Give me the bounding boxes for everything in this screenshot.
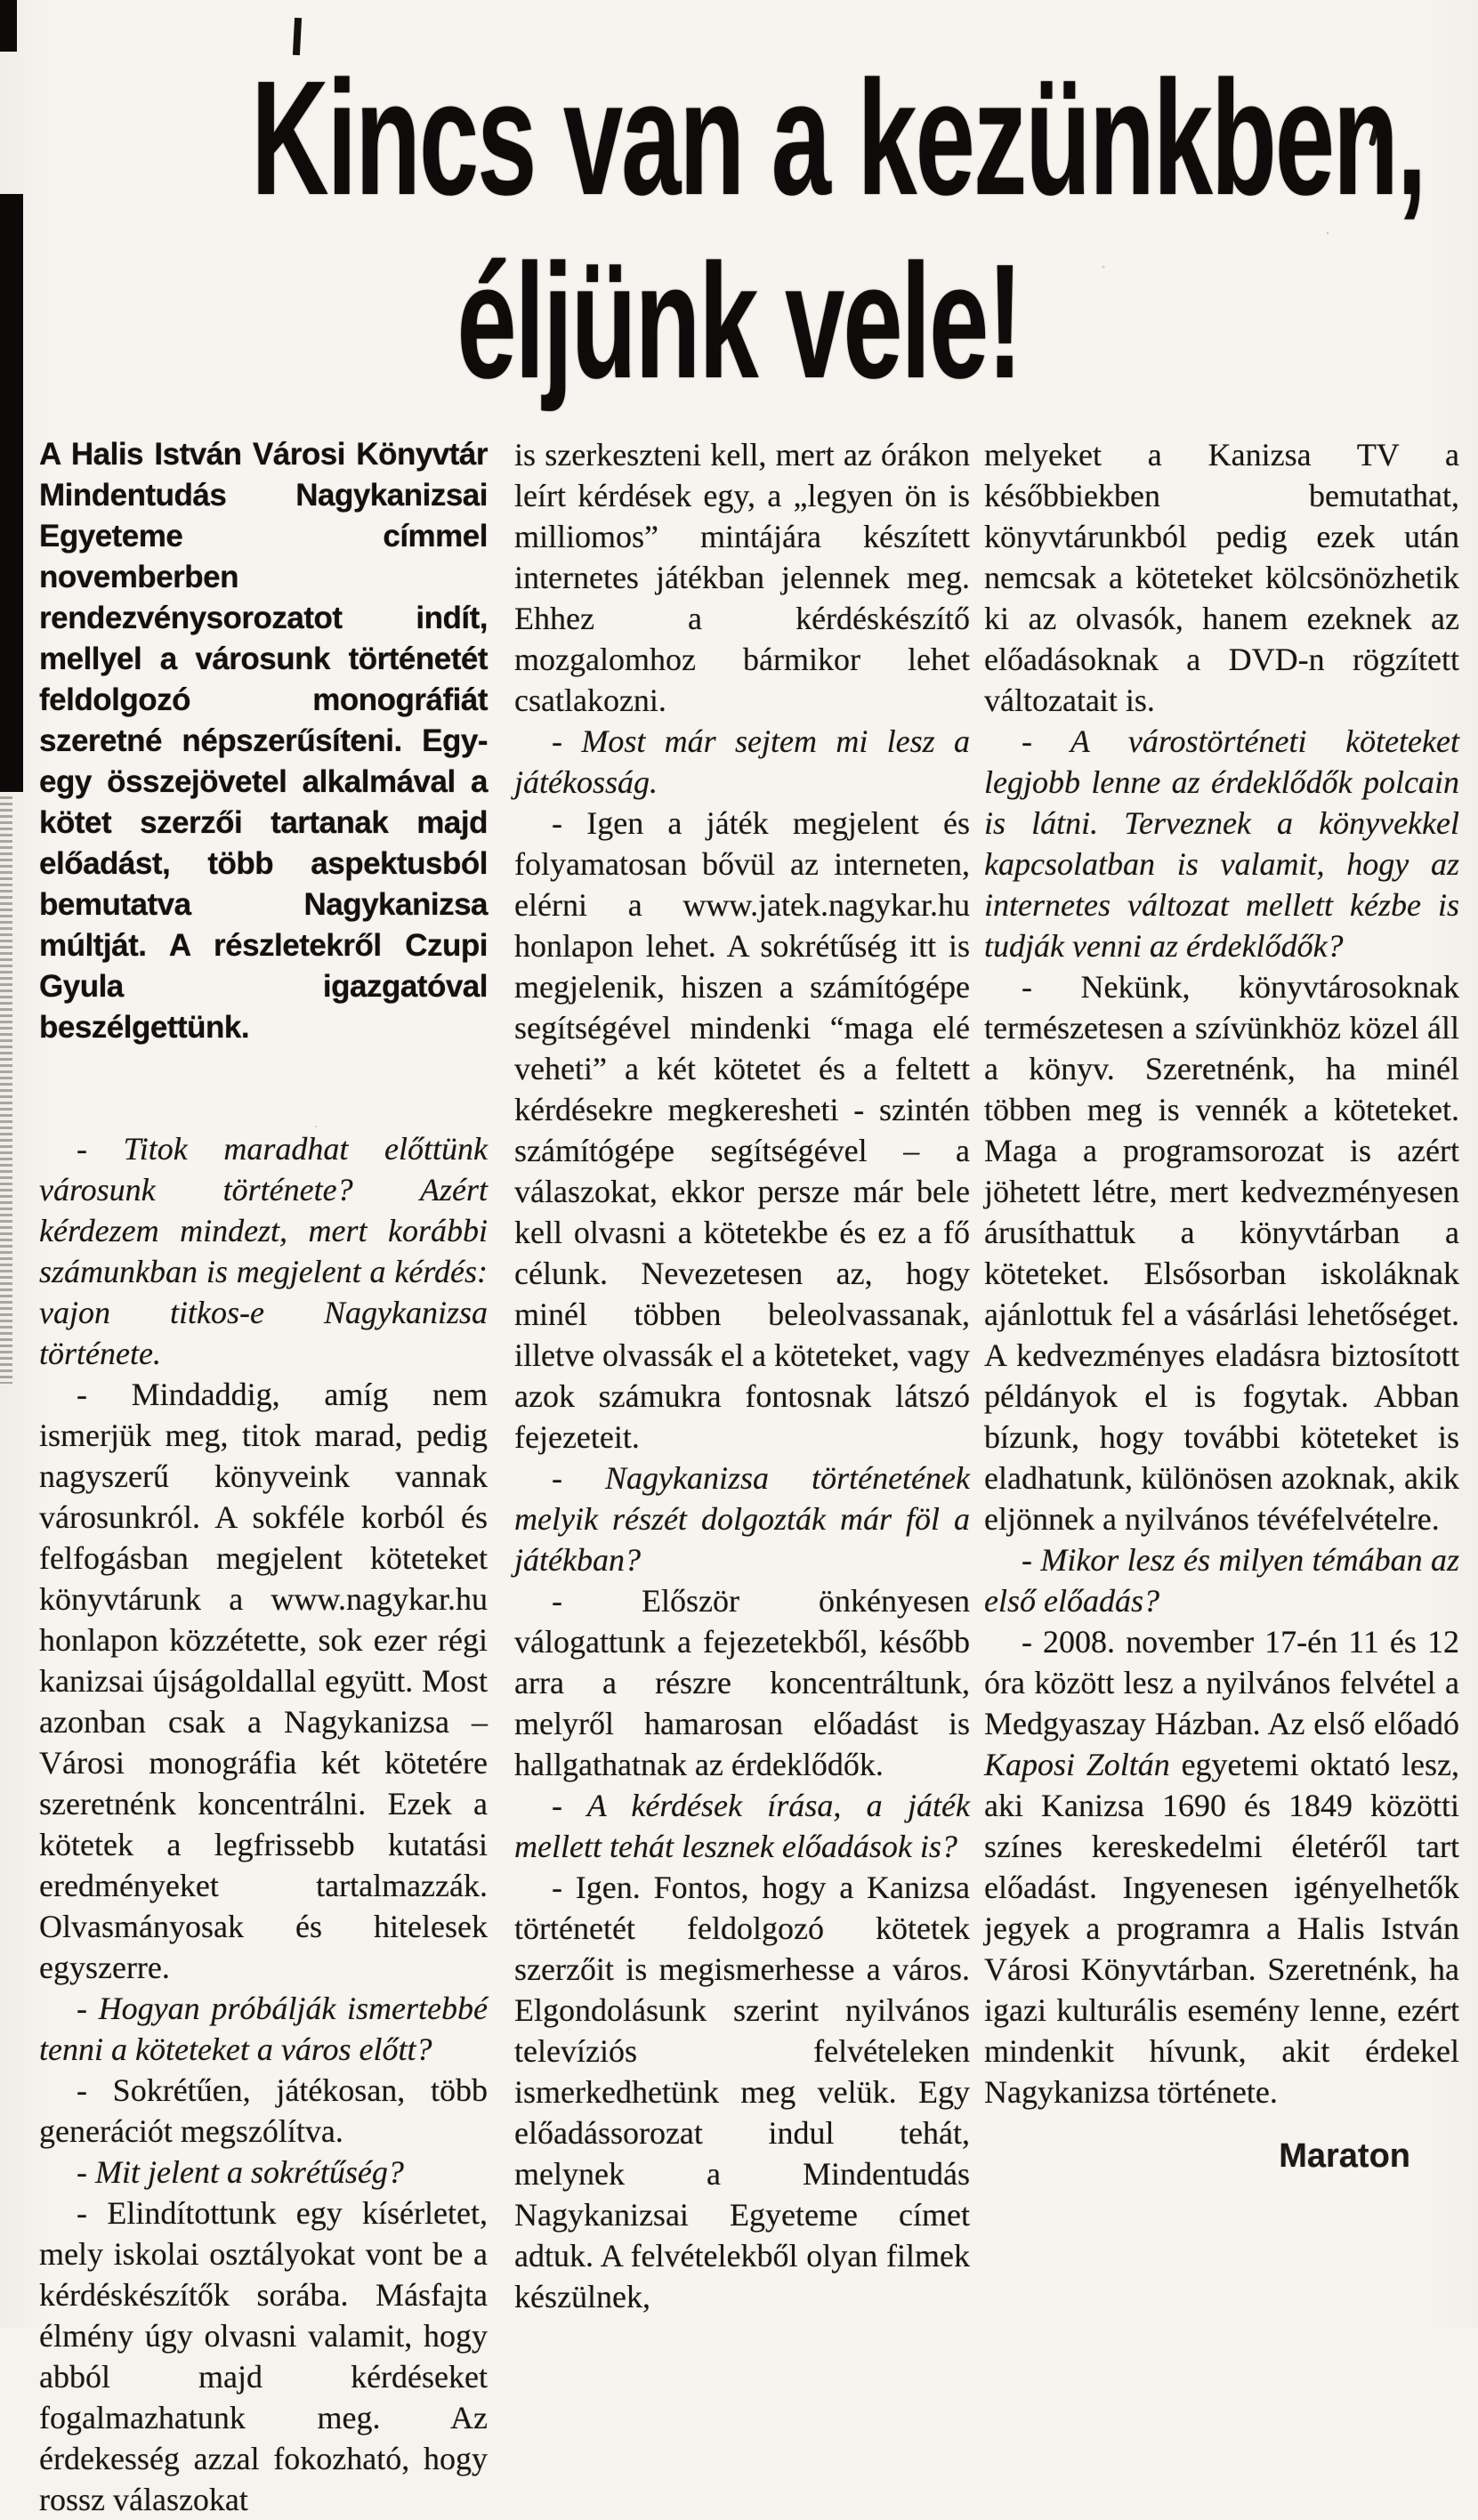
paragraph-question: - Nagykanizsa történetének melyik részét dolgozták már föl a játékban? <box>514 1460 970 1578</box>
article-column-3 <box>984 434 1459 2177</box>
speaker-name: Kaposi Zoltán <box>984 1747 1170 1782</box>
paragraph-question: - Mikor lesz és milyen témában az első előadás? <box>984 1542 1459 1619</box>
article-title <box>0 46 1478 413</box>
paragraph-question: - Mit jelent a sokrétűség? <box>77 2154 404 2190</box>
paragraph-question: - Most már sejtem mi lesz a játékosság. <box>514 723 970 800</box>
article-column-2 <box>514 434 970 2317</box>
paragraph-question: - A várostörténeti köteteket legjobb lenne az érdeklődők polcain is látni. Terveznek a könyvekkel kapcsolatban is valamit, hogy az internetes változat mellett kézbe is tudják venni az érdeklődők? <box>984 723 1459 964</box>
scan-artifact-corner <box>0 0 17 52</box>
signature: Maraton <box>1279 2137 1410 2175</box>
paragraph-lead: A Halis István Városi Könyvtár Mindentudás Nagykanizsai Egyeteme címmel novemberben rendezvénysorozatot indít, mellyel a városunk történetét feldolgozó monográfiát szeretné népszerűsíteni. Egy-egy összejövetel alkalmával a kötet szerzői tartanak majd előadást, több aspektusból bemutatva Nagykanizsa múltját. A részletekről Czupi Gyula igazgatóval beszélgettünk. <box>39 437 488 1045</box>
paragraph-answer <box>984 1621 1459 2112</box>
article-title-line-2: éljünk vele! <box>456 230 1022 412</box>
paragraph-answer: - Sokrétűen, játékosan, több generációt megszólítva. <box>39 2072 488 2149</box>
scan-artifact-left-stripes <box>0 796 12 1384</box>
paragraph-answer: - Igen. Fontos, hogy a Kanizsa történetét feldolgozó kötetek szerzőit is megismerhesse a város. Elgondolásunk szerint nyilvános televíziós felvételeken ismerkedhetünk meg velük. Egy előadássorozat indul tehát, melynek a Mindentudás Nagykanizsai Egyeteme címet adtuk. A felvételekből olyan filmek készülnek, <box>514 1870 970 2314</box>
paragraph-answer: - Elindítottunk egy kísérletet, mely iskolai osztályokat vont be a kérdéskészítők sorába. Másfajta élmény úgy olvasni valamit, hogy abból majd kérdéseket fogalmazhatunk meg. Az érdekesség azzal fokozható, hogy rossz válaszokat <box>39 2195 488 2517</box>
paragraph-answer: - Mindaddig, amíg nem ismerjük meg, titok marad, pedig nagyszerű könyveink vannak városunkról. A sokféle korból és felfogásban megjelent köteteket könyvtárunk a www.nagykar.hu honlapon közzétette, sok ezer régi kanizsai újságoldallal együtt. Most azonban csak a Nagykanizsa – Városi monográfia két kötetére szeretnénk koncentrálni. Ezek a kötetek a legfrissebb kutatási eredményeket tartalmazzák. Olvasmányosak és hitelesek egyszerre. <box>39 1377 488 1985</box>
answer-text-post: egyetemi oktató lesz, aki Kanizsa 1690 és 1849 közötti színes kereskedelmi életéről tart előadást. Ingyenesen igényelhetők jegyek a programra a Halis István Városi Könyvtárban. Szeretnénk, ha igazi kulturális esemény lenne, ezért mindenkit hívunk, akit érdekel Nagykanizsa története. <box>984 1747 1459 2110</box>
paragraph-question: - Titok maradhat előttünk városunk története? Azért kérdezem mindezt, mert korábbi számunkban is megjelent a kérdés: vajon titkos-e Nagykanizsa története. <box>39 1131 488 1371</box>
paragraph-question: - Hogyan próbálják ismertebbé tenni a köteteket a város előtt? <box>39 1991 488 2067</box>
paragraph-question: - A kérdések írása, a játék mellett tehát lesznek előadások is? <box>514 1788 970 1864</box>
paragraph-answer: - Először önkényesen válogattunk a fejezetekből, később arra a részre koncentráltunk, melyről hamarosan előadást is hallgathatnak az érdeklődők. <box>514 1583 970 1782</box>
paragraph-answer-continued: melyeket a Kanizsa TV a későbbiekben bemutathat, könyvtárunkból pedig ezek után nemcsak a köteteket kölcsönözhetik ki az olvasók, hanem ezeknek az előadásoknak a DVD-n rögzített változatait is. <box>984 437 1459 718</box>
article-title-line-1: Kincs van a kezünkben, <box>251 46 1426 229</box>
article-column-1 <box>39 434 488 2520</box>
paragraph-answer: - Igen a játék megjelent és folyamatosan bővül az interneten, elérni a www.jatek.nagykar.hu honlapon lehet. A sokrétűség itt is megjelenik, hiszen a számítógépe segítségével mindenki “maga elé veheti” a két kötetet és a feltett kérdésekre megkeresheti - szintén számítógépe segítségével – a válaszokat, ekkor persze már bele kell olvasni a kötetekbe és ez a fő célunk. Nevezetesen az, hogy minél többen beleolvassanak, illetve olvassák el a köteteket, vagy azok számukra fontosnak látszó fejezeteit. <box>514 805 970 1455</box>
answer-text-pre: - 2008. november 17-én 11 és 12 óra között lesz a nyilvános felvétel a Medgyaszay Házban. Az első előadó <box>984 1624 1459 1741</box>
paragraph-answer-continued: is szerkeszteni kell, mert az órákon leírt kérdések egy, a „legyen ön is milliomos” mintájára készített internetes játékban jelennek meg. Ehhez a kérdéskészítő mozgalomhoz bármikor lehet csatlakozni. <box>514 437 970 718</box>
paragraph-answer: - Nekünk, könyvtárosoknak természetesen a szívünkhöz közel áll a könyv. Szeretnénk, ha minél többen meg is vennék a köteteket. Maga a programsorozat is azért jöhetett létre, mert kedvezményesen árusíthattuk a könyvtárban a köteteket. Elsősorban iskoláknak ajánlottuk fel a vásárlási lehetőséget. A kedvezményes eladásra biztosított példányok el is fogytak. Abban bízunk, hogy további köteteket is eladhatunk, különösen azoknak, akik eljönnek a nyilvános tévéfelvételre. <box>984 969 1459 1537</box>
